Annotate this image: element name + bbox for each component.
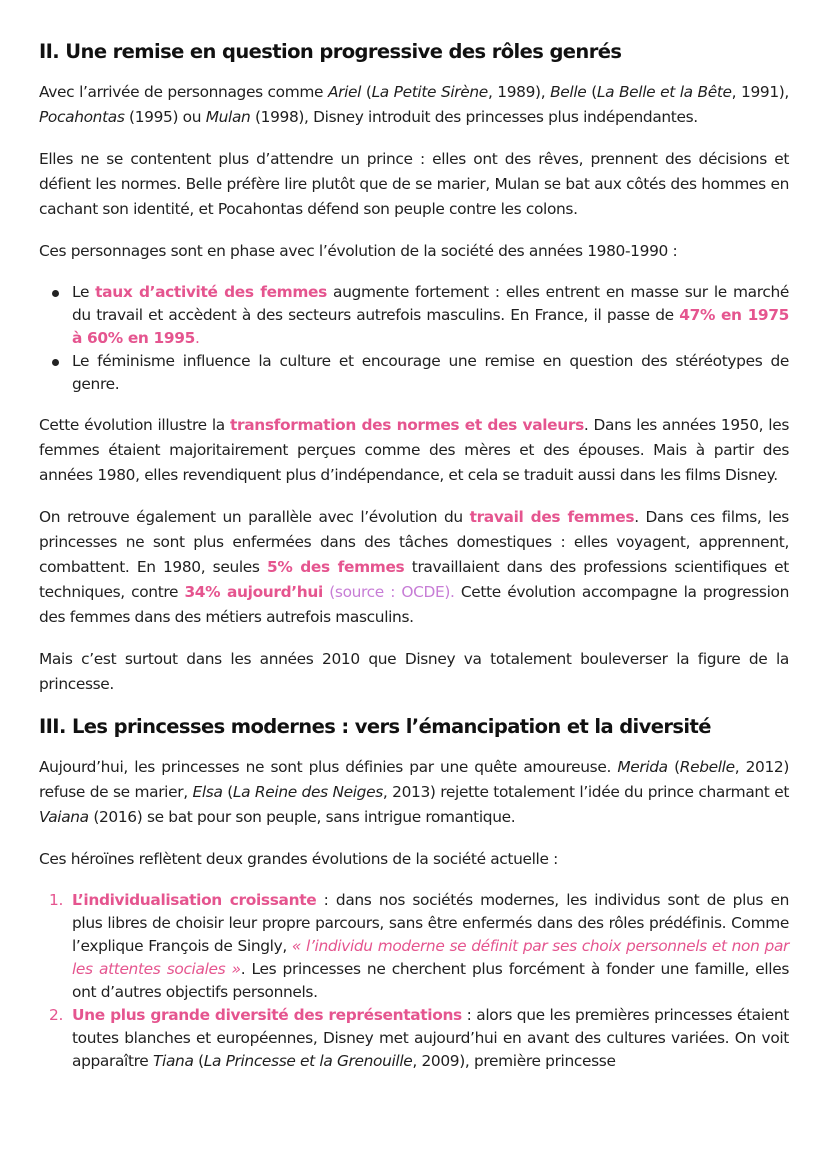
film-title: La Petite Sirène [371,83,488,101]
text-run: : dans nos sociétés modernes, les individus sont de plus en plus libres de choisir leur propre parcours, sans être enfermés dans des rôles prédéfinis. Comme l’explique François de Singly, [72,891,789,955]
bullet-dot-icon [52,359,59,366]
text-run: : alors que les premières princesses étaient toutes blanches et européennes, Disney met aujourd’hui en avant des cultures variées. On voit apparaître [72,1006,789,1070]
paragraph-norms-values [39,413,789,488]
paragraph-intro-princesses [39,80,789,130]
film-title: La Reine des Neiges [232,783,383,801]
source-citation: (source : OCDE). [329,583,455,601]
text-run: , 2013) rejette totalement l’idée du prince charmant et [382,783,790,801]
text-run: ( [667,758,680,776]
bullet-item-feminism [39,350,789,396]
text-run: Aujourd’hui, les princesses ne sont plus définies par une quête amoureuse. [39,758,618,776]
character-name: Tiana [152,1052,194,1070]
highlight-text: Une plus grande diversité des représentations [72,1006,462,1024]
character-name: Mulan [205,108,251,126]
text-run: (1995) ou [124,108,206,126]
text-run: ( [193,1052,204,1070]
numbered-item-individualisation [39,889,789,1004]
text-run: augmente fortement : elles entrent en masse sur le marché du travail et accèdent à des secteurs autrefois masculins. En France, il passe de [72,283,789,324]
text-run: Cette évolution accompagne la progression des femmes dans des métiers autrefois masculins. [39,583,789,626]
text-run: (1998), Disney introduit des princesses plus indépendantes. [250,108,698,126]
film-title: La Princesse et la Grenouille [203,1052,413,1070]
text-run: ( [222,783,233,801]
text-run: Le [72,283,96,301]
paragraph-modern-princesses [39,755,789,830]
character-name: Elsa [192,783,223,801]
highlight-text: 34% aujourd’hui [184,583,323,601]
text-run: , 2012) refuse de se marier, [39,758,789,801]
list-number: 1. [49,891,63,909]
text-run: Le féminisme influence la culture et encourage une remise en question des stéréotypes de genre. [72,352,789,393]
paragraph-society-phase: Ces personnages sont en phase avec l’évolution de la société des années 1980-1990 : [39,242,678,260]
character-name: Pocahontas [39,108,125,126]
highlight-text: transformation des normes et des valeurs [229,416,584,434]
text-run: ( [586,83,597,101]
text-run: ( [361,83,372,101]
character-name: Vaiana [39,808,89,826]
film-title: Rebelle [679,758,735,776]
text-run: (2016) se bat pour son peuple, sans intrigue romantique. [88,808,516,826]
numbered-item-diversity [39,1004,789,1073]
quote-text: « l’individu moderne se définit par ses choix personnels et non par les attentes sociales » [72,937,790,978]
highlight-text: travail des femmes [469,508,635,526]
text-run: . Dans les années 1950, les femmes étaient majoritairement perçues comme des mères et des épouses. Mais à partir des années 1980, elles revendiquent plus d’indépendance, et cela se traduit aussi dans les films Disney. [39,416,790,484]
text-run: , 2009), première princesse [412,1052,616,1070]
bullet-dot-icon [52,290,59,297]
character-name: Belle [550,83,587,101]
character-name: Merida [617,758,668,776]
highlight-text: L’individualisation croissante [72,891,317,909]
paragraph-women-work [39,505,789,630]
list-number: 2. [49,1006,63,1024]
text-run: Avec l’arrivée de personnages comme [39,83,328,101]
section-3-heading: III. Les princesses modernes : vers l’émancipation et la diversité [39,715,711,738]
paragraph-dreams: Elles ne se contentent plus d’attendre un prince : elles ont des rêves, prennent des décisions et défient les normes. Belle préfère lire plutôt que de se marier, Mulan se bat aux côtés des hommes en cachant son identité, et Pocahontas défend son peuple contre les colons. [39,150,789,218]
text-run: . Dans ces films, les princesses ne sont plus enfermées dans des tâches domestiques : elles voyagent, apprennent, combattent. En 1980, seules [39,508,789,576]
text-run: . Les princesses ne cherchent plus forcément à fonder une famille, elles ont d’autres objectifs personnels. [72,960,789,1001]
character-name: Ariel [327,83,362,101]
paragraph-transition-2010: Mais c’est surtout dans les années 2010 que Disney va totalement bouleverser la figure de la princesse. [39,650,789,693]
section-2-heading: II. Une remise en question progressive des rôles genrés [39,40,622,63]
highlight-text: 5% des femmes [266,558,405,576]
text-run: , 1991), [731,83,789,101]
document-page [39,38,789,1073]
film-title: La Belle et la Bête [596,83,732,101]
bullet-list [39,281,789,396]
bullet-item-activity-rate [39,281,789,350]
paragraph-two-evolutions: Ces héroïnes reflètent deux grandes évolutions de la société actuelle : [39,850,558,868]
text-run: , 1989), [487,83,551,101]
text-run: travaillaient dans des professions scientifiques et techniques, contre [39,558,789,601]
text-run: . [194,329,200,347]
text-run: On retrouve également un parallèle avec l’évolution du [39,508,470,526]
text-run: Cette évolution illustre la [39,416,230,434]
highlight-text: 47% en 1975 à 60% en 1995 [72,306,790,347]
numbered-list [39,889,789,1073]
highlight-text: taux d’activité des femmes [95,283,327,301]
